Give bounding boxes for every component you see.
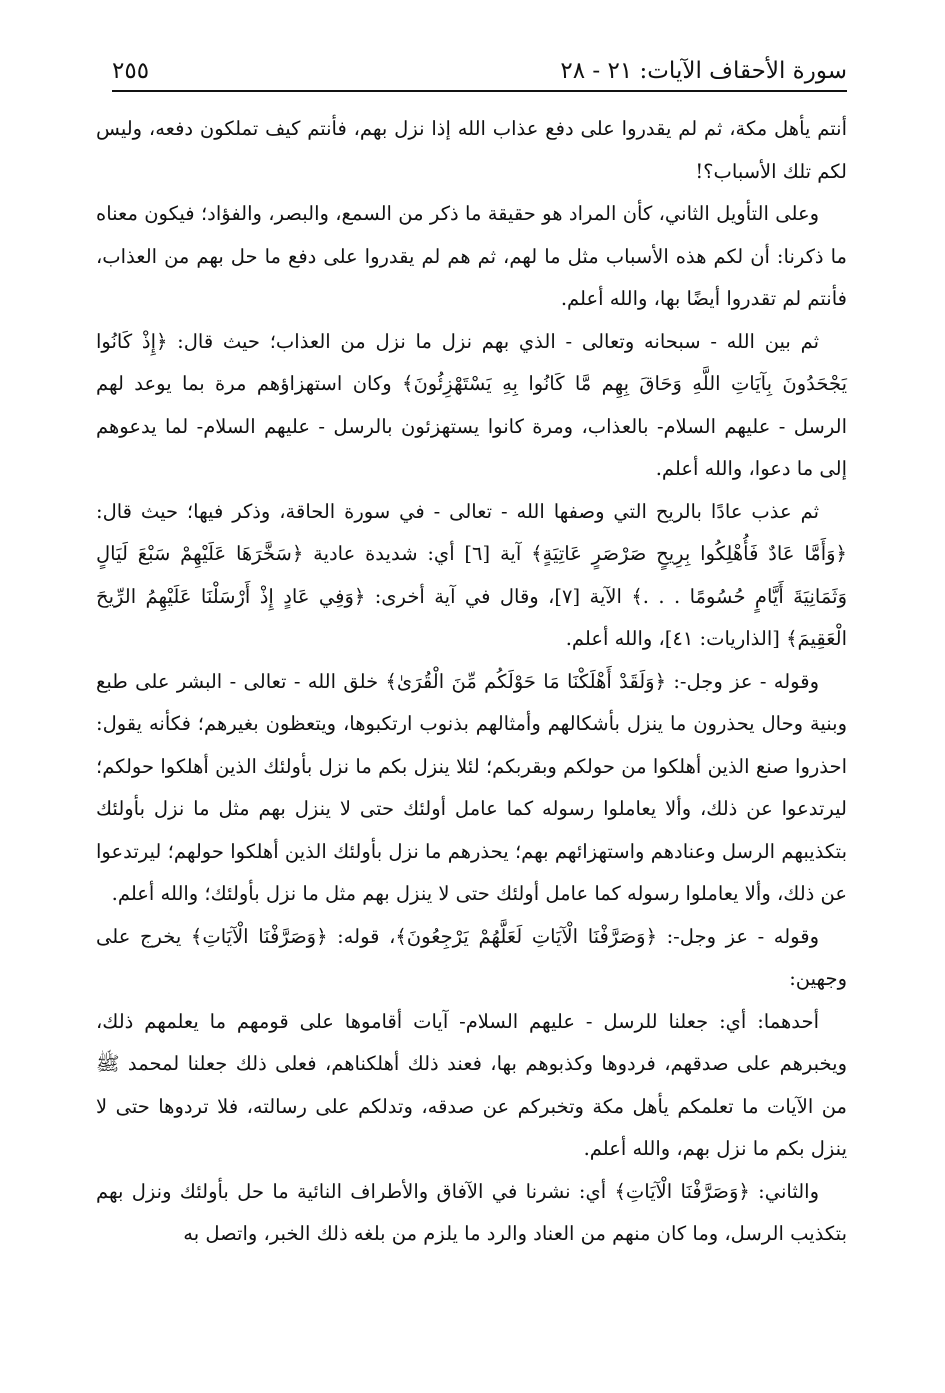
page-number: ٢٥٥ [112, 58, 150, 84]
paragraph-2: وعلى التأويل الثاني، كأن المراد هو حقيقة ما ذكر من السمع، والبصر، والفؤاد؛ فيكون معناه ما ذكرنا: أن لكم هذه الأسباب مثل ما لهم، ثم هم لم يقدروا على دفع ما حل بهم من العذاب، فأنتم لم تقدروا أيضًا بها، والله أعلم. [96, 202, 847, 310]
running-title: سورة الأحقاف الآيات: ٢١ - ٢٨ [560, 58, 847, 84]
paragraph-6: وقوله - عز وجل-: ﴿وَصَرَّفْنَا الْآيَاتِ لَعَلَّهُمْ يَرْجِعُونَ﴾، قوله: ﴿وَصَرَّفْنَا الْآيَاتِ﴾ يخرج على وجهين: [96, 924, 847, 990]
paragraph-7: أحدهما: أي: جعلنا للرسل - عليهم السلام- آيات أقاموها على قومهم ما يعلمهم ذلك، ويخبرهم على صدقهم، فردوها وكذبوهم بها، فعند ذلك أهلكناهم، فعلى ذلك جعلنا لمحمد ﷺ من الآيات ما تعلمكم يأهل مكة وتخبركم عن صدقه، وتدلكم على رسالته، فلا تردوها حتى لا ينزل بكم ما نزل بهم، والله أعلم. [96, 1009, 847, 1160]
paragraph-8: والثاني: ﴿وَصَرَّفْنَا الْآيَاتِ﴾ أي: نشرنا في الآفاق والأطراف النائية ما حل بأولئك ونزل بهم بتكذيب الرسل، وما كان منهم من العناد والرد ما يلزم من بلغه ذلك الخبر، واتصل به [96, 1179, 847, 1245]
running-header [112, 52, 847, 92]
paragraph-4: ثم عذب عادًا بالريح التي وصفها الله - تعالى - في سورة الحاقة، وذكر فيها؛ حيث قال: ﴿وَأَمَّا عَادٌ فَأُهْلِكُوا بِرِيحٍ صَرْصَرٍ عَاتِيَةٍ﴾ آية [٦] أي: شديدة عادية ﴿سَخَّرَهَا عَلَيْهِمْ سَبْعَ لَيَالٍ وَثَمَانِيَةَ أَيَّامٍ حُسُومًا . . .﴾ الآية [٧]، وقال في آية أخرى: ﴿وَفِي عَادٍ إِذْ أَرْسَلْنَا عَلَيْهِمُ الرِّيحَ الْعَقِيمَ﴾ [الذاريات: ٤١]، والله أعلم. [96, 499, 847, 650]
header-rule [112, 90, 847, 92]
body-text [96, 108, 847, 1256]
paragraph-3: ثم بين الله - سبحانه وتعالى - الذي بهم نزل ما نزل من العذاب؛ حيث قال: ﴿إِذْ كَانُوا يَجْحَدُونَ بِآيَاتِ اللَّهِ وَحَاقَ بِهِم مَّا كَانُوا بِهِ يَسْتَهْزِئُونَ﴾ وكان استهزاؤهم مرة بما يوعد لهم الرسل - عليهم السلام- بالعذاب، ومرة كانوا يستهزئون بالرسل - عليهم السلام- لما يدعوهم إلى ما دعوا، والله أعلم. [96, 329, 847, 480]
paragraph-1: أنتم يأهل مكة، ثم لم يقدروا على دفع عذاب الله إذا نزل بهم، فأنتم كيف تملكون دفعه، وليس لكم تلك الأسباب؟! [96, 117, 847, 183]
paragraph-5: وقوله - عز وجل-: ﴿وَلَقَدْ أَهْلَكْنَا مَا حَوْلَكُم مِّنَ الْقُرَىٰ﴾ خلق الله - تعالى - البشر على طبع وبنية وحال يحذرون ما ينزل بأشكالهم وأمثالهم بذنوب ارتكبوها، ويتعظون بغيرهم؛ فكأنه يقول: احذروا صنع الذين أهلكوا من حولكم وبقربكم؛ لئلا ينزل بكم ما نزل بأولئك الذين أهلكوا حولكم؛ ليرتدعوا عن ذلك، وألا يعاملوا رسوله كما عامل أولئك حتى لا ينزل بهم مثل ما نزل بأولئك بتكذيبهم الرسل وعنادهم واستهزائهم بهم؛ يحذرهم ما نزل بأولئك الذين أهلكوا حولهم؛ ليرتدعوا عن ذلك، وألا يعاملوا رسوله كما عامل أولئك حتى لا ينزل بهم مثل ما نزل بأولئك؛ والله أعلم. [96, 669, 847, 905]
